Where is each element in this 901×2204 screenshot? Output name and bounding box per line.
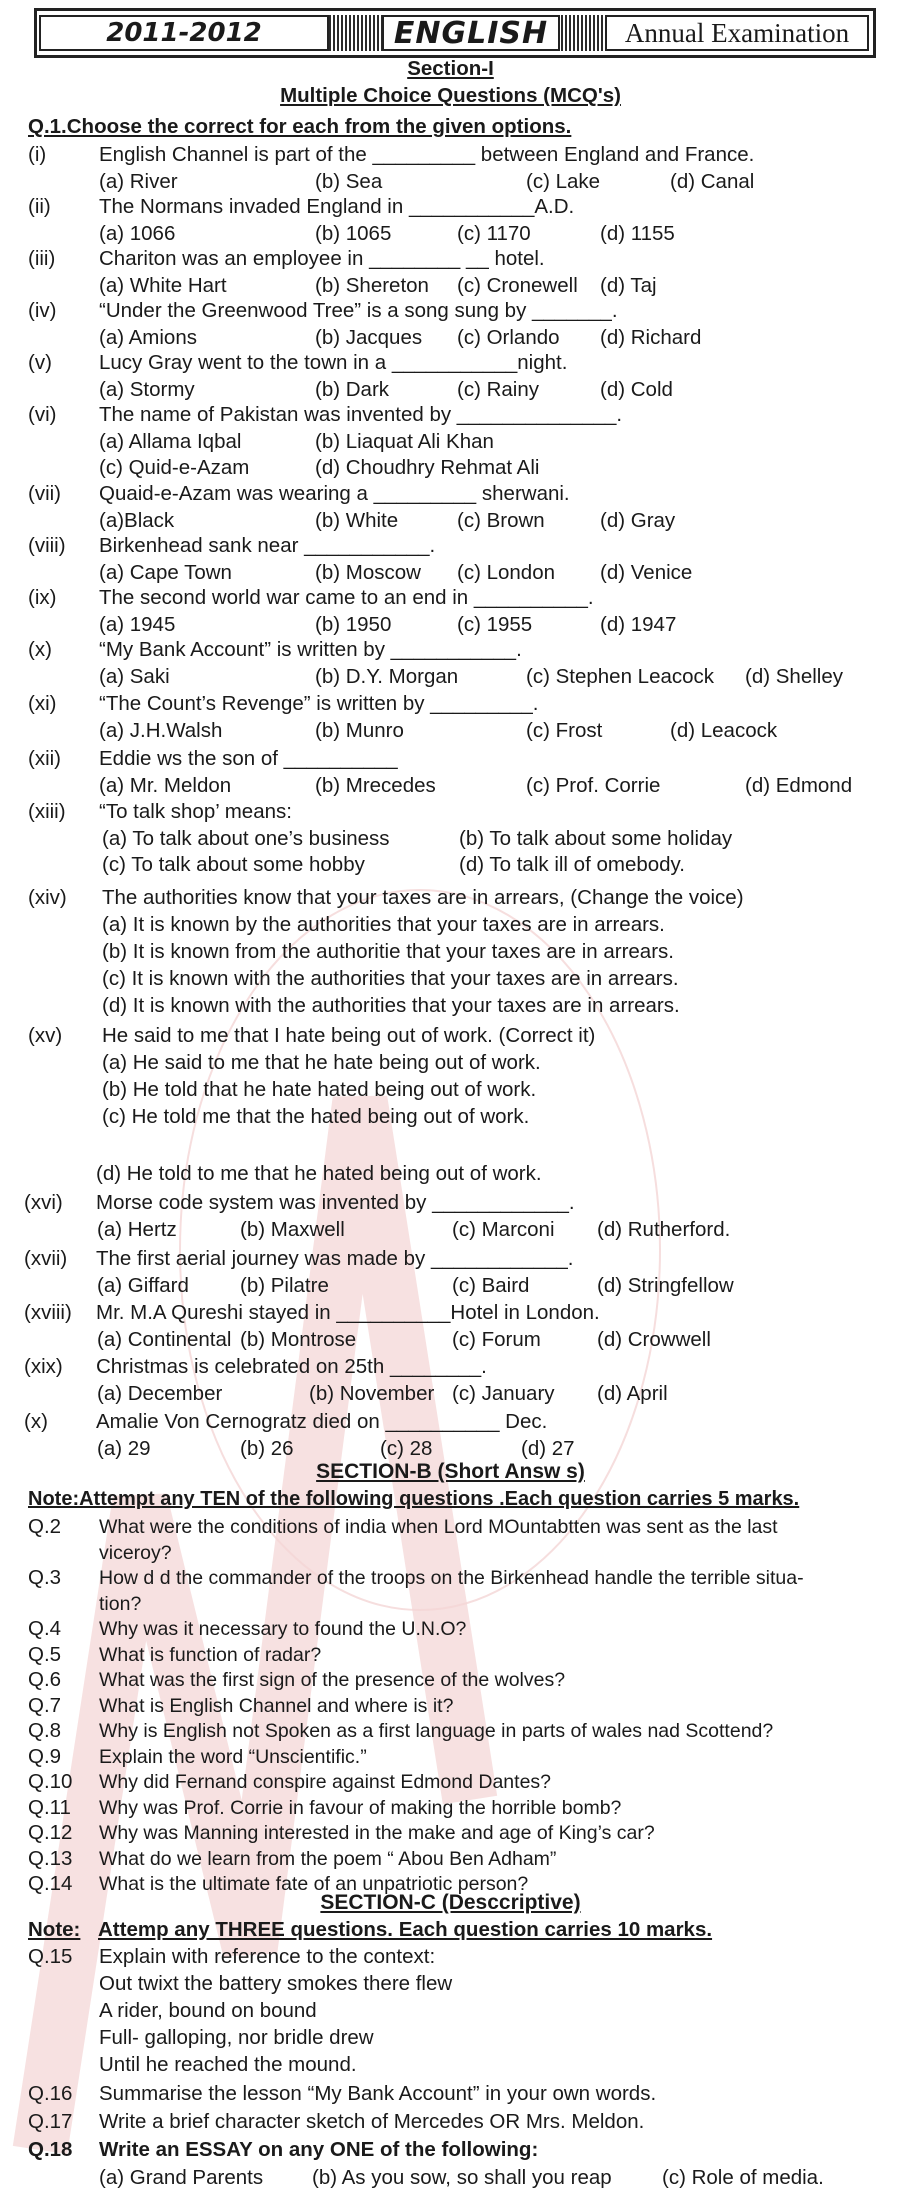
section-c-note-label: Note: [28, 1918, 81, 1941]
option-d: (d) April [597, 1382, 668, 1405]
option-a: (a) Hertz [97, 1218, 177, 1241]
option-line: (d) It is known with the authorities that your taxes are in arrears. [102, 994, 680, 1017]
option-b: (b) Mrecedes [315, 774, 436, 797]
question-number: Q.18 [28, 2138, 73, 2161]
question-number: (xi) [28, 692, 57, 715]
question-number: (i) [28, 143, 47, 166]
option-a: (a) 29 [97, 1437, 151, 1460]
option-b: (b) Sea [315, 170, 383, 193]
question-number: Q.9 [28, 1744, 62, 1768]
essay-option: (a) Grand Parents [99, 2166, 264, 2189]
option-c: (c) Prof. Corrie [526, 774, 661, 797]
option-d: (d) Leacock [670, 719, 778, 742]
option-c: (c) Quid-e-Azam [99, 456, 250, 479]
option-d: (d) 27 [521, 1437, 575, 1460]
option-d: (d) Canal [670, 170, 755, 193]
option-b: (b) To talk about some holiday [459, 827, 733, 850]
question-text: Summarise the lesson “My Bank Account” in your own words. [99, 2082, 657, 2105]
option-b: (b) Pilatre [240, 1274, 329, 1297]
option-b: (b) 26 [240, 1437, 294, 1460]
option-line: (a) It is known by the authorities that your taxes are in arrears. [102, 913, 665, 936]
question-number: (xix) [24, 1355, 63, 1378]
question-text: English Channel is part of the _________ between England and France. [99, 143, 755, 166]
option-b: (b) White [315, 509, 399, 532]
option-c: (c) 1955 [457, 613, 533, 636]
option-line: (c) It is known with the authorities that your taxes are in arrears. [102, 967, 679, 990]
question-line: How d d the commander of the troops on the Birkenhead handle the terrible situa- [99, 1567, 804, 1589]
subject-title: ENGLISH [393, 15, 549, 51]
poem-line: Full- galloping, nor bridle drew [99, 2026, 374, 2049]
question-number: (xviii) [24, 1301, 72, 1324]
option-b: (b) Montrose [240, 1328, 357, 1351]
exam-year: 2011-2012 [106, 18, 262, 48]
option-b: (b) Maxwell [240, 1218, 345, 1241]
option-b: (b) Liaquat Ali Khan [315, 430, 494, 453]
option-c: (c) Lake [526, 170, 601, 193]
option-c: (c) Orlando [457, 326, 560, 349]
question-text: Birkenhead sank near ___________. [99, 534, 436, 557]
option-line: (b) It is known from the authoritie that your taxes are in arrears. [102, 940, 674, 963]
option-a: (a) 1945 [99, 613, 176, 636]
question-text: Christmas is celebrated on 25th ________. [96, 1355, 487, 1378]
q1-instruction: Q.1.Choose the correct for each from the given options. [28, 115, 572, 138]
question-text: “My Bank Account” is written by ___________. [99, 638, 522, 661]
question-number: (xii) [28, 747, 62, 770]
question-line: Explain with reference to the context: [99, 1945, 436, 1968]
option-d: (d) Choudhry Rehmat Ali [315, 456, 540, 479]
question-text: The name of Pakistan was invented by ______________. [99, 403, 623, 426]
question-line: What is the ultimate fate of an unpatriotic person? [99, 1873, 529, 1895]
option-d: (d) Richard [600, 326, 702, 349]
question-number: Q.4 [28, 1617, 62, 1640]
question-text: “To talk shop’ means: [99, 800, 292, 823]
option-d: (d) Stringfellow [597, 1274, 734, 1297]
option-c: (c) Forum [452, 1328, 541, 1351]
section-1-subtitle: Multiple Choice Questions (MCQ's) [280, 84, 621, 107]
question-number: (v) [28, 351, 52, 374]
option-c: (c) Stephen Leacock [526, 665, 715, 688]
question-text: Write a brief character sketch of Mercedes OR Mrs. Meldon. [99, 2110, 645, 2133]
question-text: Quaid-e-Azam was wearing a _________ sherwani. [99, 482, 570, 505]
option-d: (d) Taj [600, 274, 657, 297]
option-a: (a) Amions [99, 326, 197, 349]
question-number: Q.12 [28, 1821, 73, 1844]
option-c: (c) Frost [526, 719, 603, 742]
question-text: The authorities know that your taxes are in arrears, (Change the voice) [102, 886, 744, 909]
option-b: (b) D.Y. Morgan [315, 665, 459, 688]
question-line: Explain the word “Unscientific.” [99, 1745, 367, 1768]
question-text: “The Count’s Revenge” is written by _________. [99, 692, 539, 715]
option-c: (c) January [452, 1382, 555, 1405]
section-b-note: Note:Attempt any TEN of the following questions .Each question carries 5 marks. [28, 1488, 800, 1510]
question-number: Q.16 [28, 2082, 73, 2105]
poem-line: Until he reached the mound. [99, 2053, 357, 2076]
option-a: (a)Black [99, 509, 175, 532]
subject-box [382, 15, 560, 51]
question-number: Q.7 [28, 1693, 62, 1717]
year-box [39, 15, 329, 51]
option-line: (a) He said to me that he hate being out of work. [102, 1051, 541, 1074]
question-number: (xvii) [24, 1247, 68, 1270]
question-number: Q.8 [28, 1719, 62, 1742]
question-line: What were the conditions of india when Lord MOuntabtten was sent as the last [99, 1516, 778, 1538]
option-a: (a) Allama Iqbal [99, 430, 242, 453]
question-line: Why was Prof. Corrie in favour of making the horrible bomb? [99, 1796, 622, 1819]
option-d: (d) Shelley [745, 665, 843, 688]
question-line: What do we learn from the poem “ Abou Ben Adham” [99, 1847, 557, 1870]
poem-line: A rider, bound on bound [99, 1999, 317, 2022]
option-b: (b) Moscow [315, 561, 421, 584]
question-number: (xiii) [28, 800, 66, 823]
question-number: (xiv) [28, 886, 67, 909]
question-number: Q.11 [28, 1795, 71, 1819]
question-number: (vi) [28, 403, 57, 426]
option-b: (b) 1065 [315, 222, 392, 245]
option-c: (c) Rainy [457, 378, 540, 401]
question-line: What was the first sign of the presence of the wolves? [99, 1669, 566, 1691]
option-b: (b) 1950 [315, 613, 392, 636]
option-a: (a) White Hart [99, 274, 227, 297]
option-a: (a) J.H.Walsh [99, 719, 223, 742]
question-number: Q.17 [28, 2110, 73, 2133]
option-b: (b) November [309, 1382, 435, 1405]
question-number: (viii) [28, 534, 66, 557]
option-d: (d) To talk ill of omebody. [459, 853, 685, 876]
poem-line: Out twixt the battery smokes there flew [99, 1972, 453, 1995]
question-text: Mr. M.A Qureshi stayed in __________Hotel in London. [96, 1301, 600, 1324]
option-a: (a) Giffard [97, 1274, 189, 1297]
question-number: Q.2 [28, 1515, 62, 1538]
option-line: (d) He told to me that he hated being out of work. [96, 1162, 542, 1185]
option-b: (b) Dark [315, 378, 390, 401]
option-d: (d) Cold [600, 378, 673, 401]
question-number: Q.15 [28, 1945, 73, 1968]
option-c: (c) 1170 [457, 222, 531, 245]
question-number: (vii) [28, 482, 62, 505]
option-d: (d) Venice [600, 561, 693, 584]
question-text: The Normans invaded England in ___________A.D. [99, 195, 575, 218]
question-line: viceroy? [99, 1541, 172, 1564]
question-line: What is function of radar? [99, 1643, 322, 1666]
option-c: (c) To talk about some hobby [102, 853, 365, 876]
option-line: (c) He told me that the hated being out of work. [102, 1105, 530, 1128]
option-a: (a) 1066 [99, 222, 176, 245]
question-number: Q.13 [28, 1846, 73, 1870]
option-c: (c) Brown [457, 509, 545, 532]
section-c-title: SECTION-C (Desccriptive) [320, 1891, 581, 1914]
option-d: (d) Gray [600, 509, 676, 532]
question-text: The second world war came to an end in __________. [99, 586, 594, 609]
question-number: (x) [24, 1410, 48, 1433]
question-number: (ii) [28, 195, 51, 218]
option-b: (b) Jacques [315, 326, 423, 349]
question-number: Q.10 [28, 1770, 73, 1793]
option-line: (b) He told that he hate hated being out of work. [102, 1078, 537, 1101]
option-d: (d) Crowwell [597, 1328, 711, 1351]
option-a: (a) River [99, 170, 178, 193]
option-a: (a) December [97, 1382, 223, 1405]
option-b: (b) Shereton [315, 274, 429, 297]
question-number: Q.6 [28, 1668, 62, 1691]
option-d: (d) 1947 [600, 613, 677, 636]
option-c: (c) Baird [452, 1274, 530, 1297]
question-text: “Under the Greenwood Tree” is a song sung by _______. [99, 299, 618, 322]
section-1-title: Section-I [407, 57, 494, 80]
option-d: (d) Edmond [745, 774, 853, 797]
question-text: Eddie ws the son of __________ [99, 747, 398, 770]
question-line: tion? [99, 1592, 142, 1615]
question-line: Why was Manning interested in the make and age of King’s car? [99, 1822, 655, 1844]
option-d: (d) 1155 [600, 222, 675, 245]
question-text: Morse code system was invented by ____________. [96, 1191, 575, 1214]
question-number: (xv) [28, 1024, 63, 1047]
question-text: Chariton was an employee in ________ __ hotel. [99, 247, 545, 270]
exam-name: Annual Examination [624, 17, 850, 48]
question-line: Why was it necessary to found the U.N.O? [99, 1618, 467, 1640]
header-banner [34, 8, 876, 58]
question-number: Q.14 [28, 1872, 73, 1895]
option-c: (c) London [457, 561, 556, 584]
option-a: (a) Mr. Meldon [99, 774, 232, 797]
option-a: (a) Continental [97, 1328, 232, 1351]
essay-option: (b) As you sow, so shall you reap [312, 2166, 612, 2189]
option-b: (b) Munro [315, 719, 404, 742]
option-c: (c) Marconi [452, 1218, 555, 1241]
question-number: (ix) [28, 586, 57, 609]
question-text: The first aerial journey was made by ____________. [96, 1247, 574, 1270]
question-text: He said to me that I hate being out of work. (Correct it) [102, 1024, 596, 1047]
exam-box [605, 15, 869, 51]
question-text: Write an ESSAY on any ONE of the following: [99, 2138, 539, 2161]
question-number: Q.5 [28, 1642, 62, 1666]
option-c: (c) 28 [380, 1437, 433, 1460]
option-a: (a) Stormy [99, 378, 195, 401]
question-line: What is English Channel and where is it? [99, 1694, 454, 1717]
question-line: Why is English not Spoken as a first language in parts of wales nad Scottend? [99, 1720, 774, 1742]
option-c: (c) Cronewell [457, 274, 578, 297]
essay-option: (c) Role of media. [662, 2166, 824, 2189]
section-b-title: SECTION-B (Short Answ s) [316, 1460, 585, 1483]
question-number: (x) [28, 638, 52, 661]
question-number: (xvi) [24, 1191, 63, 1214]
section-c-note: Attemp any THREE questions. Each question carries 10 marks. [98, 1918, 713, 1941]
option-a: (a) Saki [99, 665, 170, 688]
question-number: Q.3 [28, 1566, 62, 1589]
question-text: Amalie Von Cernogratz died on __________ Dec. [96, 1410, 548, 1433]
question-line: Why did Fernand conspire against Edmond Dantes? [99, 1771, 552, 1793]
option-a: (a) To talk about one’s business [102, 827, 390, 850]
question-number: (iv) [28, 299, 57, 322]
question-number: (iii) [28, 247, 56, 270]
question-text: Lucy Gray went to the town in a ___________night. [99, 351, 568, 374]
option-a: (a) Cape Town [99, 561, 232, 584]
option-d: (d) Rutherford. [597, 1218, 731, 1241]
